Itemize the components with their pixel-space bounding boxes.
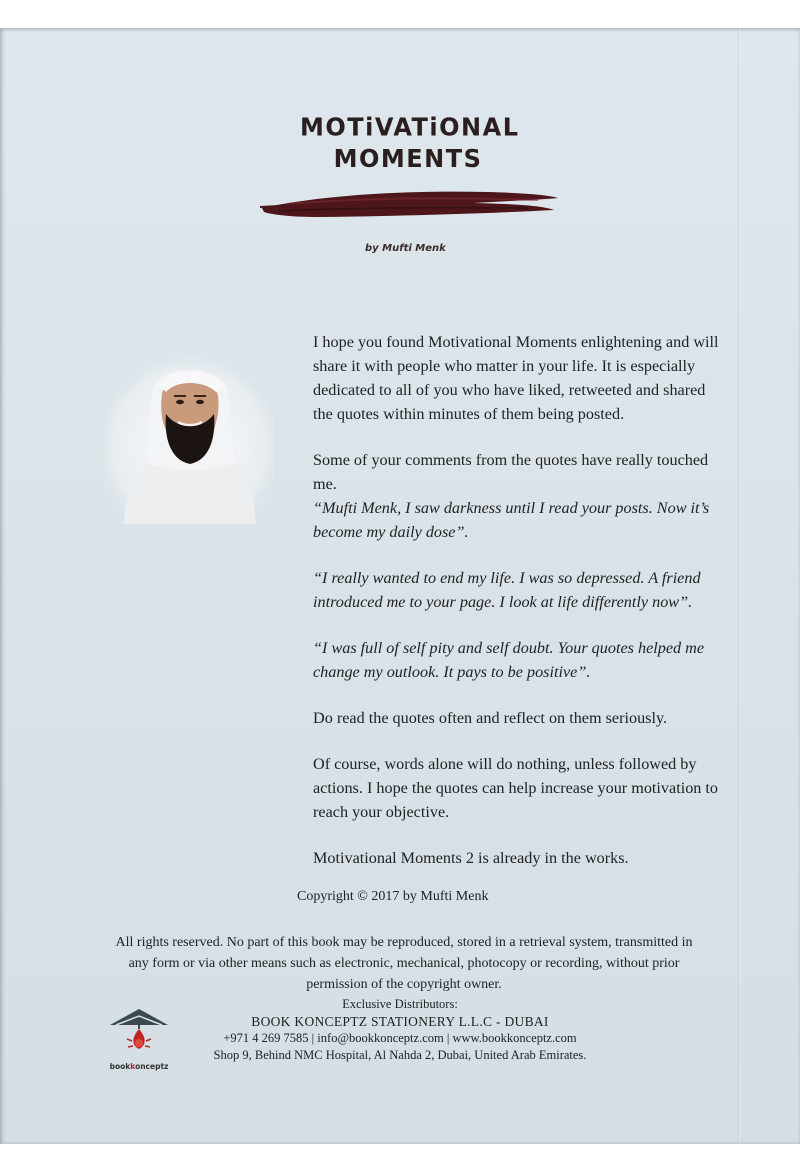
author-byline: by Mufti Menk bbox=[365, 243, 446, 254]
distributor-address: Shop 9, Behind NMC Hospital, Al Nahda 2, Dubai, United Arab Emirates. bbox=[213, 1048, 587, 1062]
author-portrait bbox=[104, 352, 274, 524]
title-line-2: MOMENTS bbox=[333, 144, 483, 174]
reader-quote-1: “Mufti Menk, I saw darkness until I read your posts. Now it’s become my daily dose”. bbox=[313, 499, 710, 541]
reader-quote-2: “I really wanted to end my life. I was so depressed. A friend introduced me to your page. I look at life differently now”. bbox=[313, 569, 701, 611]
rights-reserved-notice: All rights reserved. No part of this book may be reproduced, stored in a retrieval system, transmitted in any form or via other means such as electronic, mechanical, photocopy or recording, without prior permission of the copyright owner. bbox=[115, 935, 693, 992]
paragraph-reflect: Do read the quotes often and reflect on them seriously. bbox=[313, 709, 668, 727]
reader-quote-3: “I was full of self pity and self doubt. Your quotes helped me change my outlook. It pays to be positive”. bbox=[313, 639, 705, 681]
distributor-company: BOOK KONCEPTZ STATIONERY L.L.C - DUBAI bbox=[251, 1014, 549, 1029]
paragraph-actions: Of course, words alone will do nothing, unless followed by actions. I hope the quotes can help increase your motivation to reach your objective. bbox=[313, 755, 719, 821]
distributor-info bbox=[190, 996, 610, 1064]
book-title bbox=[300, 112, 520, 175]
brush-stroke-decoration bbox=[258, 186, 563, 224]
distributor-heading: Exclusive Distributors: bbox=[342, 997, 458, 1011]
paragraph-intro: I hope you found Motivational Moments enlightening and will share it with people who matter in your life. It is especially dedicated to all of you who have liked, retweeted and shared the quotes within minutes of them being posted. bbox=[313, 333, 719, 423]
distributor-contact: +971 4 269 7585 | info@bookkonceptz.com | www.bookkonceptz.com bbox=[223, 1031, 577, 1045]
cover-fold-line bbox=[738, 28, 740, 1144]
dedication-text bbox=[313, 330, 723, 892]
paragraph-comments: Some of your comments from the quotes have really touched me. bbox=[313, 451, 709, 493]
copyright-notice: Copyright © 2017 by Mufti Menk bbox=[297, 889, 489, 904]
publisher-logo bbox=[104, 1005, 174, 1071]
publisher-logo-text: bookkonceptz bbox=[109, 1062, 169, 1071]
title-line-1: MOTiVATiONAL bbox=[300, 112, 520, 142]
paragraph-sequel: Motivational Moments 2 is already in the works. bbox=[313, 849, 629, 867]
umbrella-drop-icon bbox=[108, 1005, 170, 1055]
